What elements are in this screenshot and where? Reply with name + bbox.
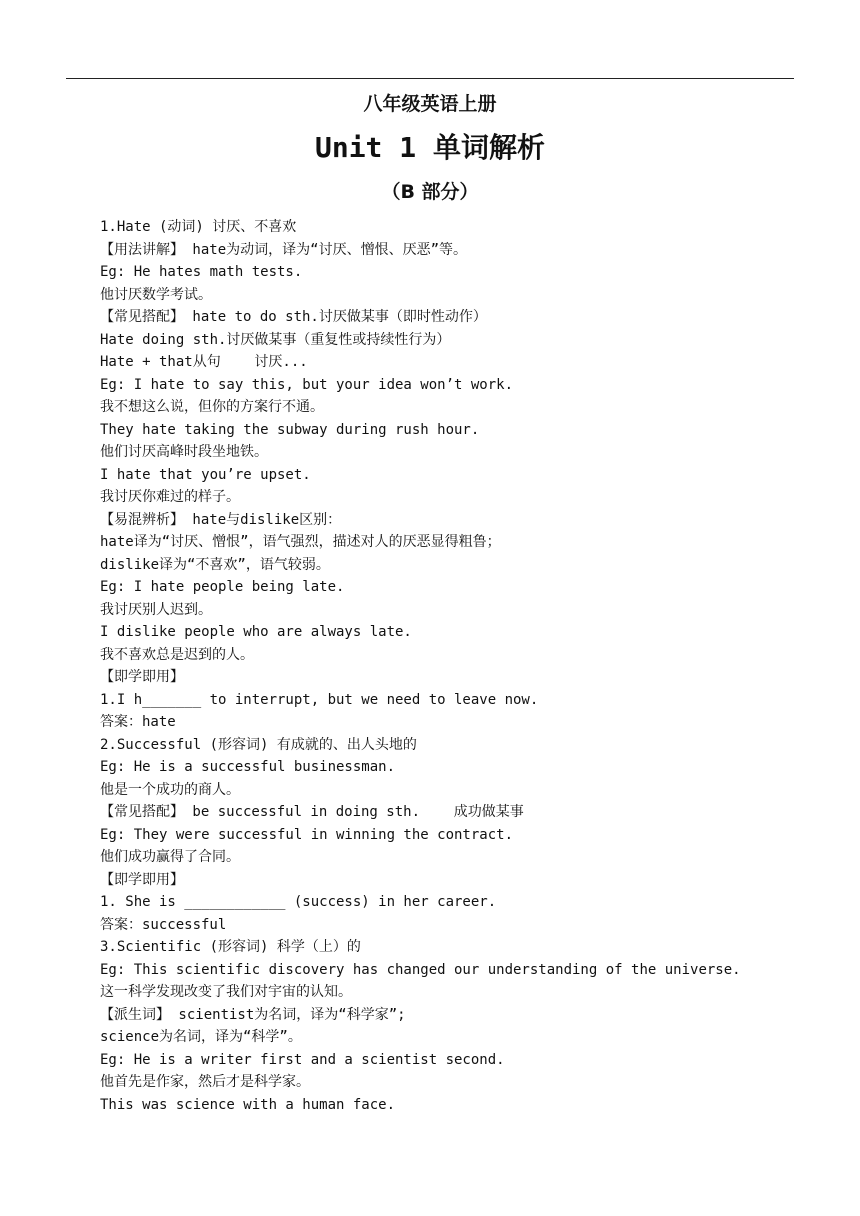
top-rule (66, 78, 794, 79)
line-section-label: 【用法讲解】 hate为动词，译为“讨厌、憎恨、厌恶”等。 (100, 241, 467, 258)
unit-title: Unit 1 单词解析 (314, 131, 545, 164)
line-example-cn: 他们讨厌高峰时段坐地铁。 (100, 444, 268, 460)
line-explanation: science为名词，译为“科学”。 (100, 1029, 302, 1045)
line-example-cn: 他讨厌数学考试。 (100, 286, 212, 303)
line-explanation: dislike译为“不喜欢”，语气较弱。 (100, 556, 330, 573)
line-collocation: Hate + that从句 讨厌... (100, 354, 308, 370)
line-example-en: Eg: He is a writer first and a scientist second. (100, 1051, 505, 1068)
line-word-heading: 3.Scientific (形容词) 科学（上）的 (100, 939, 361, 955)
line-answer: 答案：hate (100, 714, 176, 730)
line-example-en: Eg: They were successful in winning the contract. (100, 826, 514, 843)
line-answer: 答案：successful (100, 916, 227, 933)
line-example-cn: 我讨厌你难过的样子。 (100, 489, 240, 505)
line-example-en: Eg: He is a successful businessman. (100, 759, 396, 775)
line-word-heading: 1.Hate (动词) 讨厌、不喜欢 (100, 219, 297, 235)
line-example-en: They hate taking the subway during rush hour. (100, 421, 480, 438)
line-example-en: Eg: I hate to say this, but your idea won’t work. (100, 376, 514, 393)
line-word-heading: 2.Successful (形容词) 有成就的、出人头地的 (100, 736, 417, 753)
line-collocation: Hate doing sth.讨厌做某事（重复性或持续性行为） (100, 331, 451, 348)
line-example-cn: 他首先是作家，然后才是科学家。 (100, 1074, 310, 1090)
line-example-en: I hate that you’re upset. (100, 466, 311, 483)
line-explanation: hate译为“讨厌、憎恨”，语气强烈，描述对人的厌恶显得粗鲁； (100, 534, 501, 550)
line-exercise: 1.I h_______ to interrupt, but we need to leave now. (100, 691, 539, 708)
line-exercise: 1. She is ____________ (success) in her career. (100, 894, 497, 910)
line-example-cn: 他们成功赢得了合同。 (100, 849, 240, 865)
grade-title: 八年级英语上册 (363, 93, 497, 115)
line-section-label: 【易混辨析】 hate与dislike区别： (100, 511, 342, 528)
line-example-en: Eg: I hate people being late. (100, 579, 345, 595)
line-example-cn: 我不喜欢总是迟到的人。 (100, 646, 254, 663)
line-example-cn: 这一科学发现改变了我们对宇宙的认知。 (100, 984, 352, 1000)
line-example-cn: 他是一个成功的商人。 (100, 781, 240, 798)
line-example-en: Eg: He hates math tests. (100, 264, 303, 280)
line-example-en: Eg: This scientific discovery has changed our understanding of the universe. (100, 961, 741, 978)
line-example-cn: 我讨厌别人迟到。 (100, 601, 212, 618)
line-section-label: 【即学即用】 (100, 669, 184, 685)
line-section-label: 【即学即用】 (100, 871, 184, 888)
line-section-label: 【常见搭配】 hate to do sth.讨厌做某事（即时性动作） (100, 309, 487, 325)
part-title: （B 部分） (381, 181, 479, 203)
line-example-en: This was science with a human face. (100, 1096, 396, 1113)
document-body (100, 216, 800, 1116)
line-example-cn: 我不想这么说，但你的方案行不通。 (100, 399, 324, 415)
line-section-label: 【常见搭配】 be successful in doing sth. 成功做某事 (100, 804, 524, 820)
line-example-en: I dislike people who are always late. (100, 624, 412, 640)
line-section-label: 【派生词】 scientist为名词，译为“科学家”; (100, 1006, 406, 1023)
